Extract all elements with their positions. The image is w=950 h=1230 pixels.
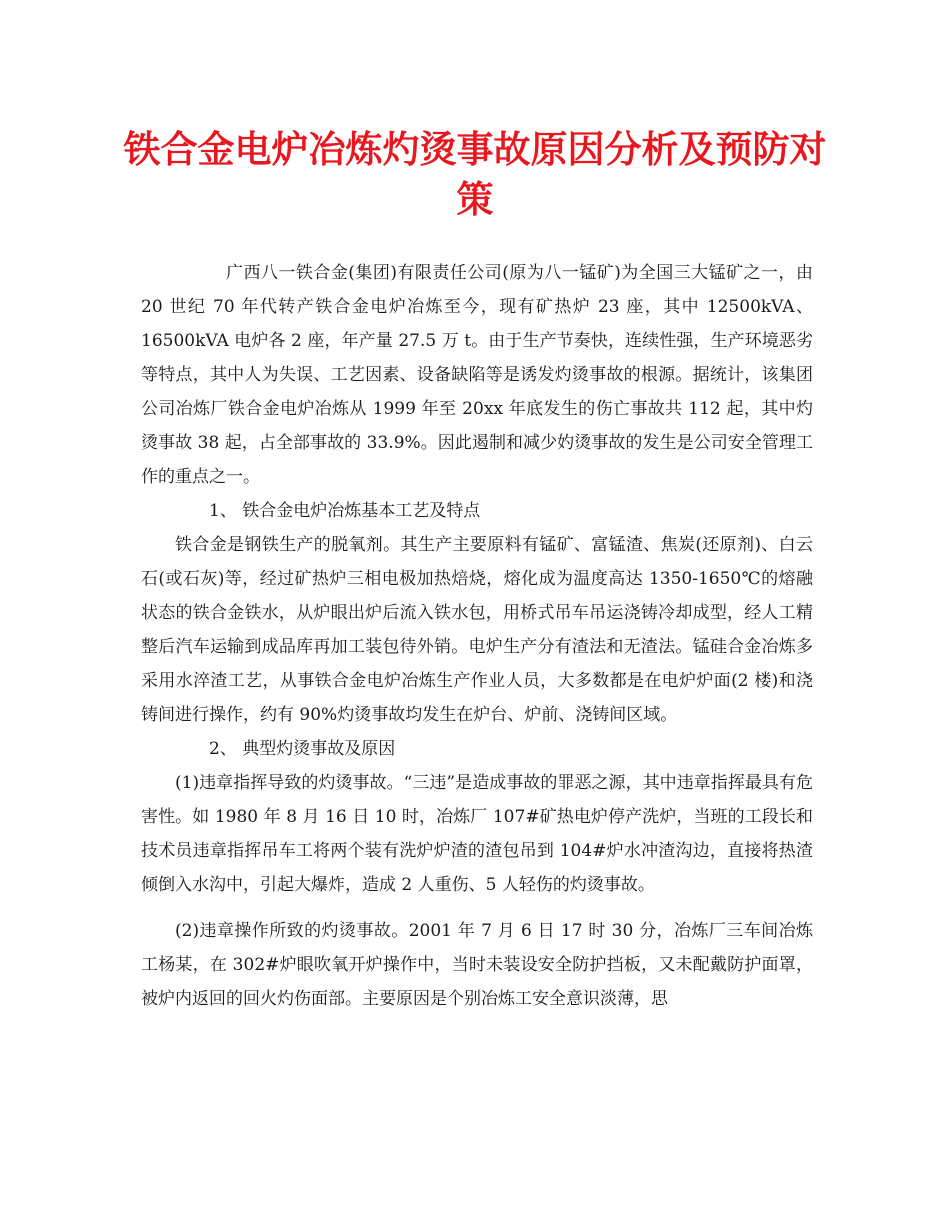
section-heading-2: 2、 典型灼烫事故及原因 [209,739,396,759]
section-heading-1: 1、 铁合金电炉冶炼基本工艺及特点 [209,501,481,521]
case-paragraph-1: (1)违章指挥导致的灼烫事故。“三违”是造成事故的罪恶之源，其中违章指挥最具有危害性。如 1980 年 8 月 16 日 10 时，冶炼厂 107#矿热电炉停产洗炉，当班的工段长和技术员违章指挥吊车工将两个装有洗炉炉渣的渣包吊到 104#炉水冲渣沟边，直接将热渣倾倒入水沟中，引起大爆炸，造成 2 人重伤、5 人轻伤的灼烫事故。 [141,773,813,895]
document-title: 铁合金电炉冶炼灼烫事故原因分析及预防对策 [123,128,827,221]
case-paragraph-2: (2)违章操作所致的灼烫事故。2001 年 7 月 6 日 17 时 30 分，冶炼厂三车间冶炼工杨某，在 302#炉眼吹氧开炉操作中，当时未装设安全防护挡板，又未配戴防护面罩，被炉内返回的回火灼伤面部。主要原因是个别冶炼工安全意识淡薄，思 [141,921,813,1009]
process-paragraph: 铁合金是钢铁生产的脱氧剂。其生产主要原料有锰矿、富锰渣、焦炭(还原剂)、白云石(或石灰)等，经过矿热炉三相电极加热焙烧，熔化成为温度高达 1350-1650℃的熔融状态的铁合金铁水，从炉眼出炉后流入铁水包，用桥式吊车吊运浇铸冷却成型，经人工精整后汽车运输到成品库再加工装包待外销。电炉生产分有渣法和无渣法。锰硅合金冶炼多采用水淬渣工艺，从事铁合金电炉冶炼生产作业人员，大多数都是在电炉炉面(2 楼)和浇铸间进行操作，约有 90%灼烫事故均发生在炉台、炉前、浇铸间区域。 [141,535,813,725]
intro-paragraph: 广西八一铁合金(集团)有限责任公司(原为八一锰矿)为全国三大锰矿之一，由 20 世纪 70 年代转产铁合金电炉冶炼至今，现有矿热炉 23 座，其中 12500kVA、16500kVA 电炉各 2 座，年产量 27.5 万 t。由于生产节奏快，连续性强，生产环境恶劣等特点，其中人为失误、工艺因素、设备缺陷等是诱发灼烫事故的根源。据统计，该集团公司冶炼厂铁合金电炉冶炼从 1999 年至 20xx 年底发生的伤亡事故共 112 起，其中灼烫事故 38 起，占全部事故的 33.9%。因此遏制和减少妁烫事故的发生是公司安全管理工作的重点之一。 [141,263,813,487]
document-body [141,256,813,1016]
